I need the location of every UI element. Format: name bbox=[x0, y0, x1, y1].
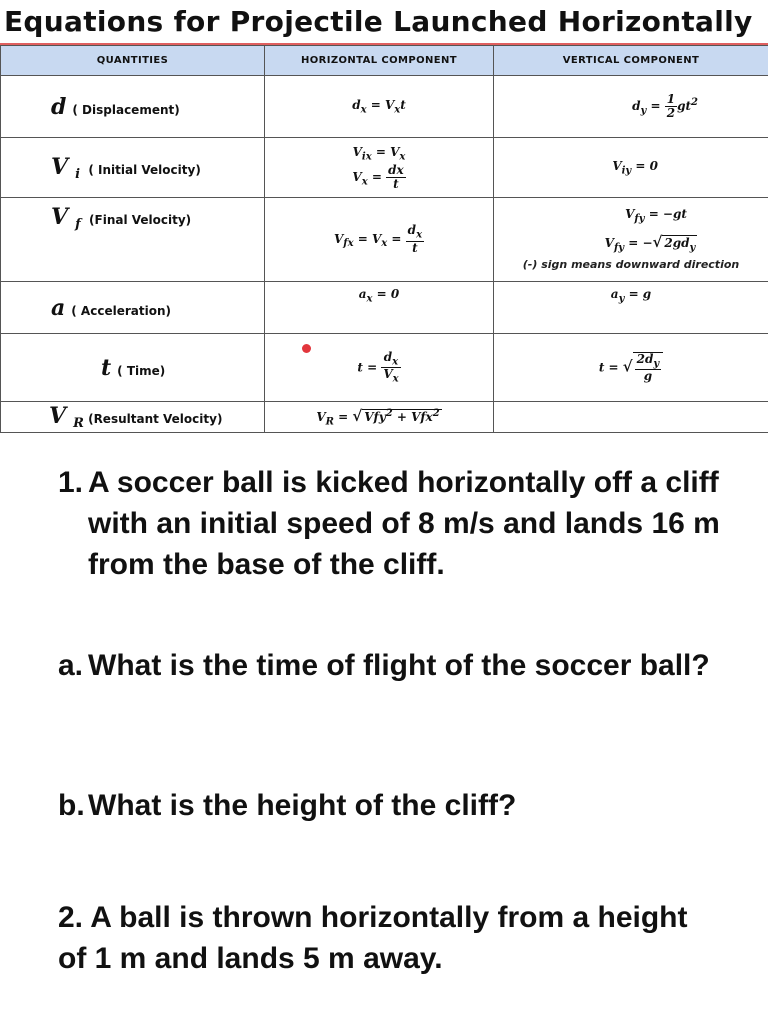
time-vertical-formula: t = √ $\frac{2d_y}{g}$ bbox=[494, 334, 768, 402]
quantity-final-velocity: V f (Final Velocity) bbox=[1, 198, 265, 282]
displacement-horizontal-formula: $d_x = V_xt$ bbox=[265, 76, 494, 138]
final-velocity-horizontal-formula: $V_{fx} = V_x$ = $\frac{d_x}{t}$ bbox=[265, 198, 494, 282]
acceleration-horizontal-formula: $a_x = 0$ bbox=[265, 282, 494, 334]
problem-1-number: 1. bbox=[58, 466, 84, 499]
problem-1b-letter: b. bbox=[58, 789, 85, 822]
table-row bbox=[1, 76, 768, 138]
page-title: Equations for Projectile Launched Horizontally bbox=[4, 5, 753, 38]
displacement-vertical-formula: $d_y$ = $\frac{1}{2}$ $gt^2$ bbox=[494, 76, 768, 138]
downward-direction-note: (-) sign means downward direction bbox=[522, 258, 740, 272]
problem-1b-text: What is the height of the cliff? bbox=[88, 789, 517, 822]
table-row bbox=[1, 138, 768, 198]
problem-1b bbox=[58, 785, 718, 826]
table-header-row bbox=[1, 46, 768, 76]
time-horizontal-formula: t = $\frac{d_x}{V_x}$ bbox=[265, 334, 494, 402]
final-velocity-vertical-formula: $V_{fy} = -gt$ $V_{fy}$ = −√ $2gd_y$ (-) sign means downward direction bbox=[494, 198, 768, 282]
header-vertical: VERTICAL COMPONENT bbox=[494, 46, 768, 76]
resultant-velocity-vertical-empty bbox=[494, 402, 768, 433]
problem-2-text: 2. A ball is thrown horizontally from a height of 1 m and lands 5 m away. bbox=[58, 901, 688, 975]
table-row bbox=[1, 334, 768, 402]
quantity-resultant-velocity: V R (Resultant Velocity) bbox=[1, 402, 265, 433]
resultant-velocity-formula: $V_R$ = √ Vfy$^2$ + Vfx$^2$ bbox=[265, 402, 494, 433]
table-row bbox=[1, 282, 768, 334]
quantity-initial-velocity: V i ( Initial Velocity) bbox=[1, 138, 265, 198]
acceleration-vertical-formula: $a_y = g$ bbox=[494, 282, 768, 334]
quantity-time: t ( Time) bbox=[1, 334, 265, 402]
table-row bbox=[1, 198, 768, 282]
red-dot-marker bbox=[302, 344, 311, 353]
problem-1a-text: What is the time of flight of the soccer ball? bbox=[88, 649, 710, 682]
equations-table bbox=[0, 45, 768, 433]
header-horizontal: HORIZONTAL COMPONENT bbox=[265, 46, 494, 76]
problem-1-text: A soccer ball is kicked horizontally off a cliff with an initial speed of 8 m/s and lands 16 m from the base of the cliff. bbox=[88, 466, 720, 581]
header-quantities: QUANTITIES bbox=[1, 46, 265, 76]
quantity-acceleration: a ( Acceleration) bbox=[1, 282, 265, 334]
problem-1a bbox=[58, 645, 718, 686]
quantity-displacement: d ( Displacement) bbox=[1, 76, 265, 138]
initial-velocity-horizontal-formula: $V_{ix} = V_x$ $V_x$ = $\frac{dx}{t}$ bbox=[265, 138, 494, 198]
problem-1a-letter: a. bbox=[58, 649, 84, 682]
initial-velocity-vertical-formula: $V_{iy} = 0$ bbox=[494, 138, 768, 198]
problem-1 bbox=[58, 462, 738, 585]
table-row bbox=[1, 402, 768, 433]
problem-2 bbox=[58, 897, 698, 979]
